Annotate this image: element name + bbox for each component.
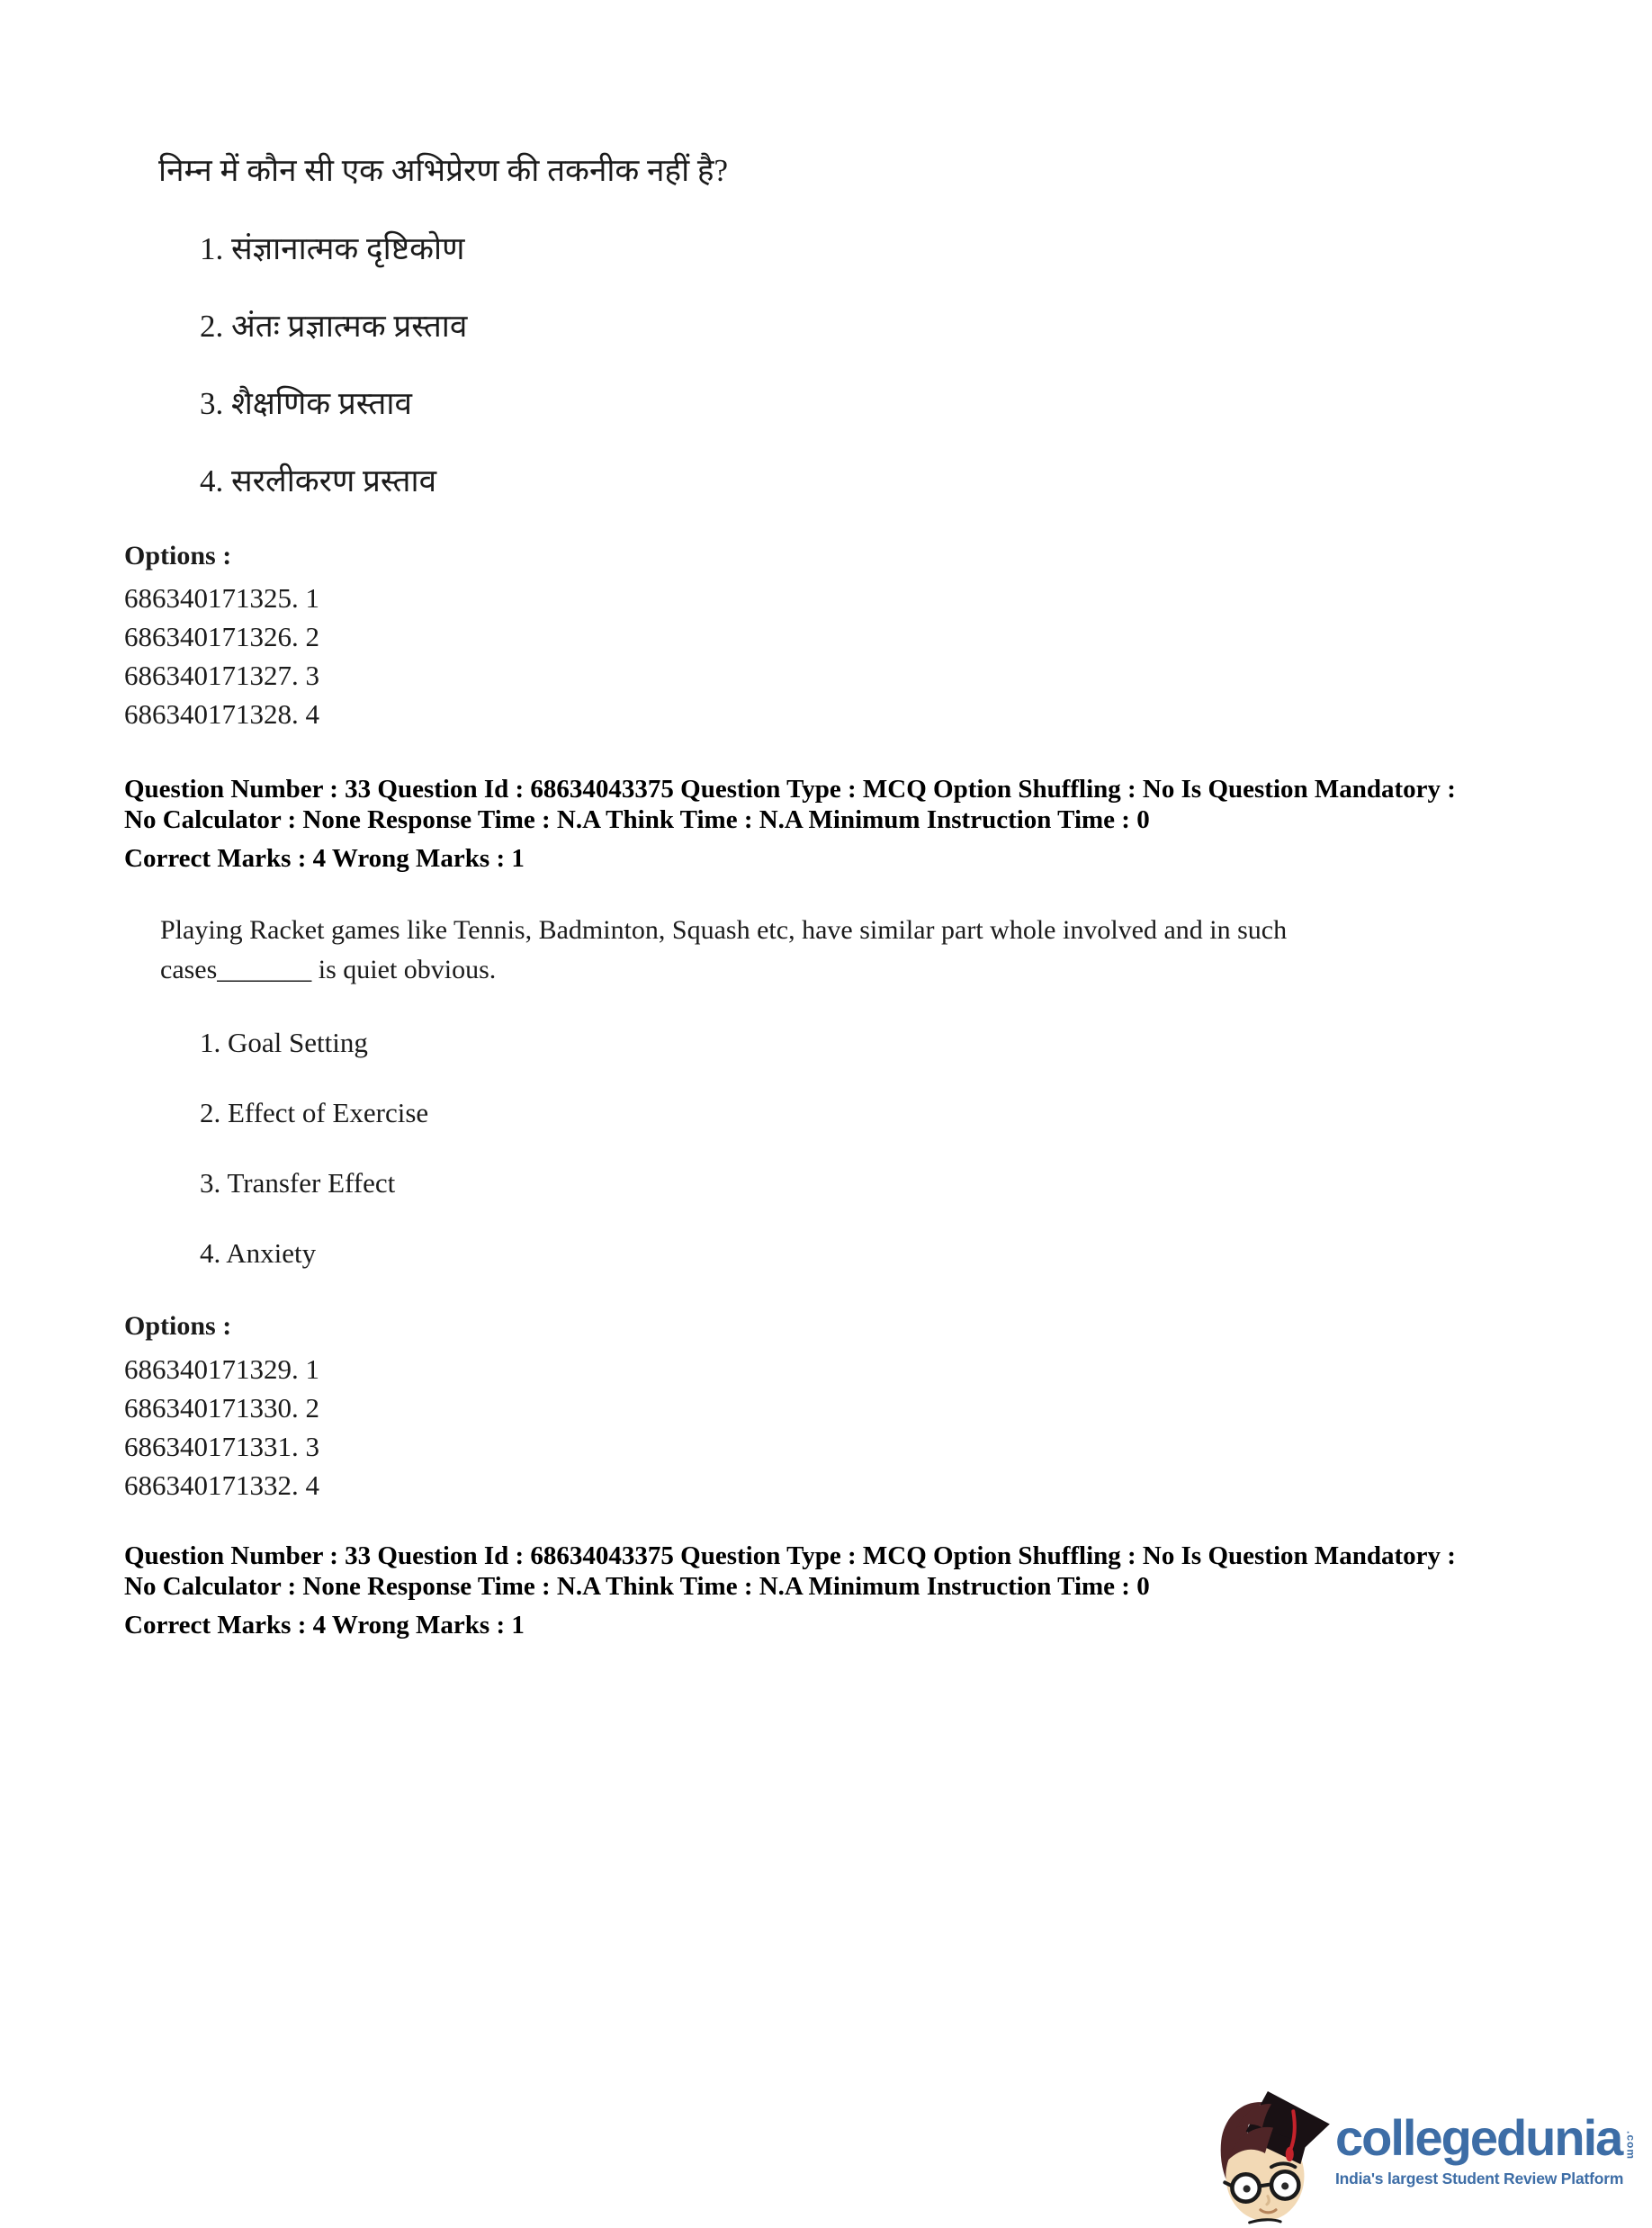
english-question-options xyxy=(200,1024,428,1305)
metadata-line: Question Number : 33 Question Id : 68634043375 Question Type : MCQ Option Shuffling : No Is Question Mandatory : xyxy=(124,1541,1456,1570)
option-id-row: 686340171329. 1 xyxy=(124,1353,319,1385)
english-option-2: 2. Effect of Exercise xyxy=(200,1097,429,1128)
hindi-question-text: निम्न में कौन सी एक अभिप्रेरण की तकनीक नहीं है? xyxy=(158,153,729,188)
option-id-row: 686340171331. 3 xyxy=(124,1431,319,1462)
option-id-list xyxy=(124,1350,319,1505)
options-label: Options : xyxy=(124,1311,232,1341)
english-question-text xyxy=(160,911,1287,990)
mascot-neck-line xyxy=(1250,2220,1280,2223)
option-id-row: 686340171330. 2 xyxy=(124,1392,319,1424)
question-metadata xyxy=(124,1541,1564,1640)
hindi-option-1: 1. संज्ञानात्मक दृष्टिकोण xyxy=(200,231,465,266)
metadata-line: No Calculator : None Response Time : N.A Think Time : N.A Minimum Instruction Time : 0 xyxy=(124,805,1150,834)
brand-tld: .com xyxy=(1624,2130,1638,2160)
options-label: Options : xyxy=(124,541,232,570)
option-id-row: 686340171328. 4 xyxy=(124,698,319,730)
mascot-icon xyxy=(1213,2088,1332,2224)
option-id-row: 686340171327. 3 xyxy=(124,660,319,691)
hindi-question-options xyxy=(200,230,467,540)
option-id-row: 686340171326. 2 xyxy=(124,621,319,652)
brand-wordmark: collegedunia xyxy=(1335,2109,1622,2166)
metadata-line: Question Number : 33 Question Id : 68634043375 Question Type : MCQ Option Shuffling : No Is Question Mandatory : xyxy=(124,775,1456,804)
brand-tagline: India's largest Student Review Platform xyxy=(1335,2170,1624,2188)
glasses-bridge xyxy=(1260,2184,1271,2186)
metadata-line: Correct Marks : 4 Wrong Marks : 1 xyxy=(124,844,525,873)
english-question-line: Playing Racket games like Tennis, Badminton, Squash etc, have similar part whole involved and in such xyxy=(160,915,1288,945)
hindi-option-3: 3. शैक्षणिक प्रस्ताव xyxy=(200,386,412,421)
metadata-line: No Calculator : None Response Time : N.A Think Time : N.A Minimum Instruction Time : 0 xyxy=(124,1572,1150,1601)
english-option-4: 4. Anxiety xyxy=(200,1237,317,1269)
question-metadata xyxy=(124,774,1564,874)
hindi-option-2: 2. अंतः प्रज्ञात्मक प्रस्ताव xyxy=(200,309,468,344)
mascot-eye xyxy=(1243,2185,1251,2192)
logo-text-block xyxy=(1335,2109,1638,2188)
option-id-row: 686340171332. 4 xyxy=(124,1469,319,1501)
option-id-row: 686340171325. 1 xyxy=(124,582,319,614)
mascot-eye xyxy=(1281,2182,1288,2189)
cap-tassel-knob xyxy=(1286,2147,1294,2161)
english-option-3: 3. Transfer Effect xyxy=(200,1167,396,1199)
collegedunia-logo xyxy=(1213,2088,1637,2224)
english-option-1: 1. Goal Setting xyxy=(200,1027,368,1058)
option-id-list xyxy=(124,579,319,733)
english-question-line: cases_______ is quiet obvious. xyxy=(160,955,497,984)
hindi-option-4: 4. सरलीकरण प्रस्ताव xyxy=(200,463,437,499)
metadata-line: Correct Marks : 4 Wrong Marks : 1 xyxy=(124,1611,525,1640)
